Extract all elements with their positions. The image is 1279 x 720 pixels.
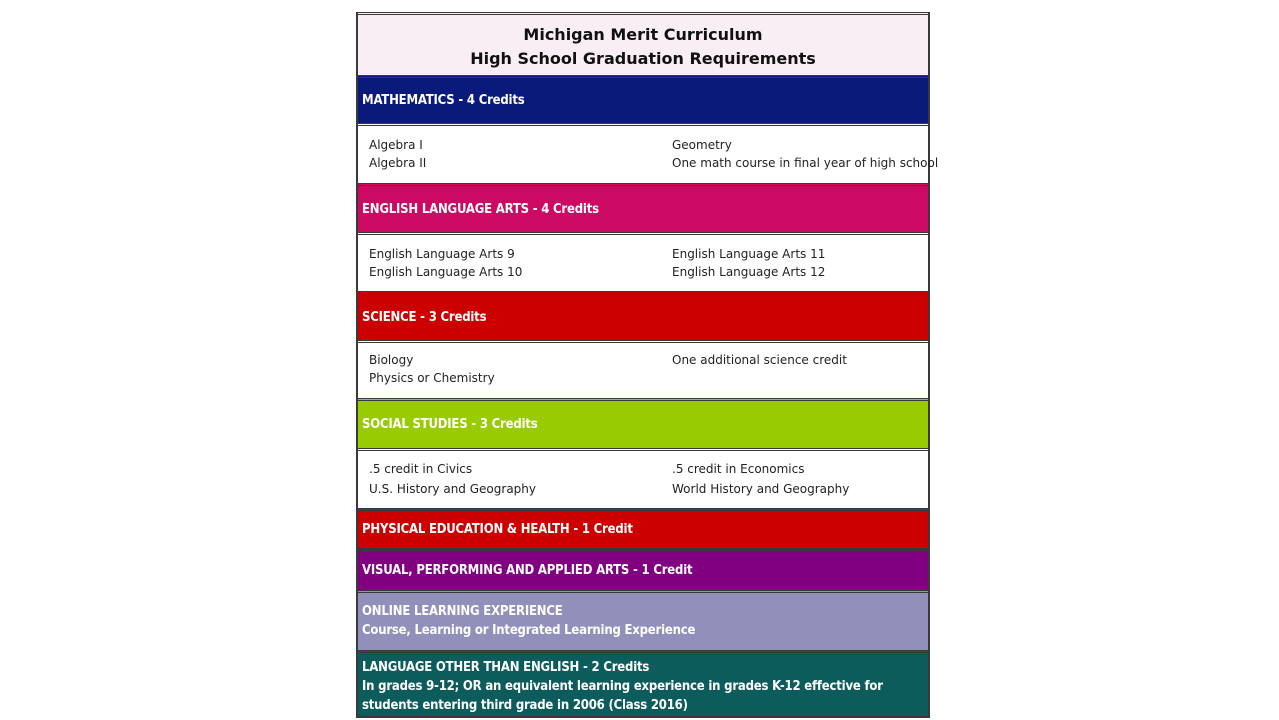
course-item: English Language Arts 11 bbox=[672, 247, 826, 261]
title-line-2: High School Graduation Requirements bbox=[470, 49, 816, 68]
social-studies-right-col bbox=[672, 459, 849, 499]
course-item: Biology bbox=[369, 353, 414, 367]
arts-header-label: VISUAL, PERFORMING AND APPLIED ARTS - 1 Credit bbox=[362, 563, 693, 578]
requirements-table bbox=[356, 12, 939, 718]
pe-health-header-label: PHYSICAL EDUCATION & HEALTH - 1 Credit bbox=[362, 522, 633, 537]
ela-courses bbox=[358, 232, 928, 291]
course-item: Physics or Chemistry bbox=[369, 371, 495, 385]
online-learning-header-label: ONLINE LEARNING EXPERIENCE bbox=[362, 604, 563, 619]
table-title bbox=[358, 12, 928, 75]
online-learning-header bbox=[358, 590, 928, 650]
mathematics-courses bbox=[358, 123, 939, 183]
social-studies-header bbox=[358, 398, 928, 448]
course-item: English Language Arts 12 bbox=[672, 265, 826, 279]
course-item: Algebra I bbox=[369, 138, 423, 152]
ela-header bbox=[358, 183, 928, 232]
table-bottom-border bbox=[358, 716, 928, 718]
ela-header-label: ENGLISH LANGUAGE ARTS - 4 Credits bbox=[362, 201, 599, 217]
course-item: World History and Geography bbox=[672, 482, 850, 496]
social-studies-courses bbox=[358, 448, 928, 508]
course-item: U.S. History and Geography bbox=[369, 482, 536, 496]
course-item: One additional science credit bbox=[672, 353, 847, 367]
social-studies-left-col bbox=[369, 459, 536, 499]
mathematics-header bbox=[358, 75, 928, 123]
course-item: Geometry bbox=[672, 138, 732, 152]
language-subtext-1: In grades 9-12; OR an equivalent learning experience in grades K-12 effective for bbox=[362, 679, 883, 694]
mathematics-header-label: MATHEMATICS - 4 Credits bbox=[362, 93, 525, 108]
science-right-col bbox=[672, 351, 847, 369]
ela-right-col bbox=[672, 245, 825, 281]
course-item: English Language Arts 9 bbox=[369, 247, 515, 261]
science-left-col bbox=[369, 351, 495, 387]
course-item: .5 credit in Economics bbox=[672, 462, 805, 476]
language-subtext-2: students entering third grade in 2006 (Class 2016) bbox=[362, 698, 688, 713]
mathematics-left-col bbox=[369, 136, 426, 172]
language-header bbox=[358, 650, 928, 718]
course-item: One math course in final year of high school bbox=[672, 156, 939, 170]
science-courses bbox=[358, 340, 928, 398]
ela-left-col bbox=[369, 245, 522, 281]
course-item: .5 credit in Civics bbox=[369, 462, 473, 476]
pe-health-header bbox=[358, 508, 928, 548]
mathematics-right-col bbox=[672, 136, 938, 172]
science-header-label: SCIENCE - 3 Credits bbox=[362, 309, 487, 325]
online-learning-subtext: Course, Learning or Integrated Learning Experience bbox=[362, 623, 696, 638]
language-header-label: LANGUAGE OTHER THAN ENGLISH - 2 Credits bbox=[362, 660, 650, 675]
course-item: English Language Arts 10 bbox=[369, 265, 523, 279]
course-item: Algebra II bbox=[369, 156, 427, 170]
science-header bbox=[358, 291, 928, 340]
title-line-1: Michigan Merit Curriculum bbox=[523, 25, 763, 44]
arts-header bbox=[358, 548, 928, 590]
social-studies-header-label: SOCIAL STUDIES - 3 Credits bbox=[362, 417, 538, 432]
